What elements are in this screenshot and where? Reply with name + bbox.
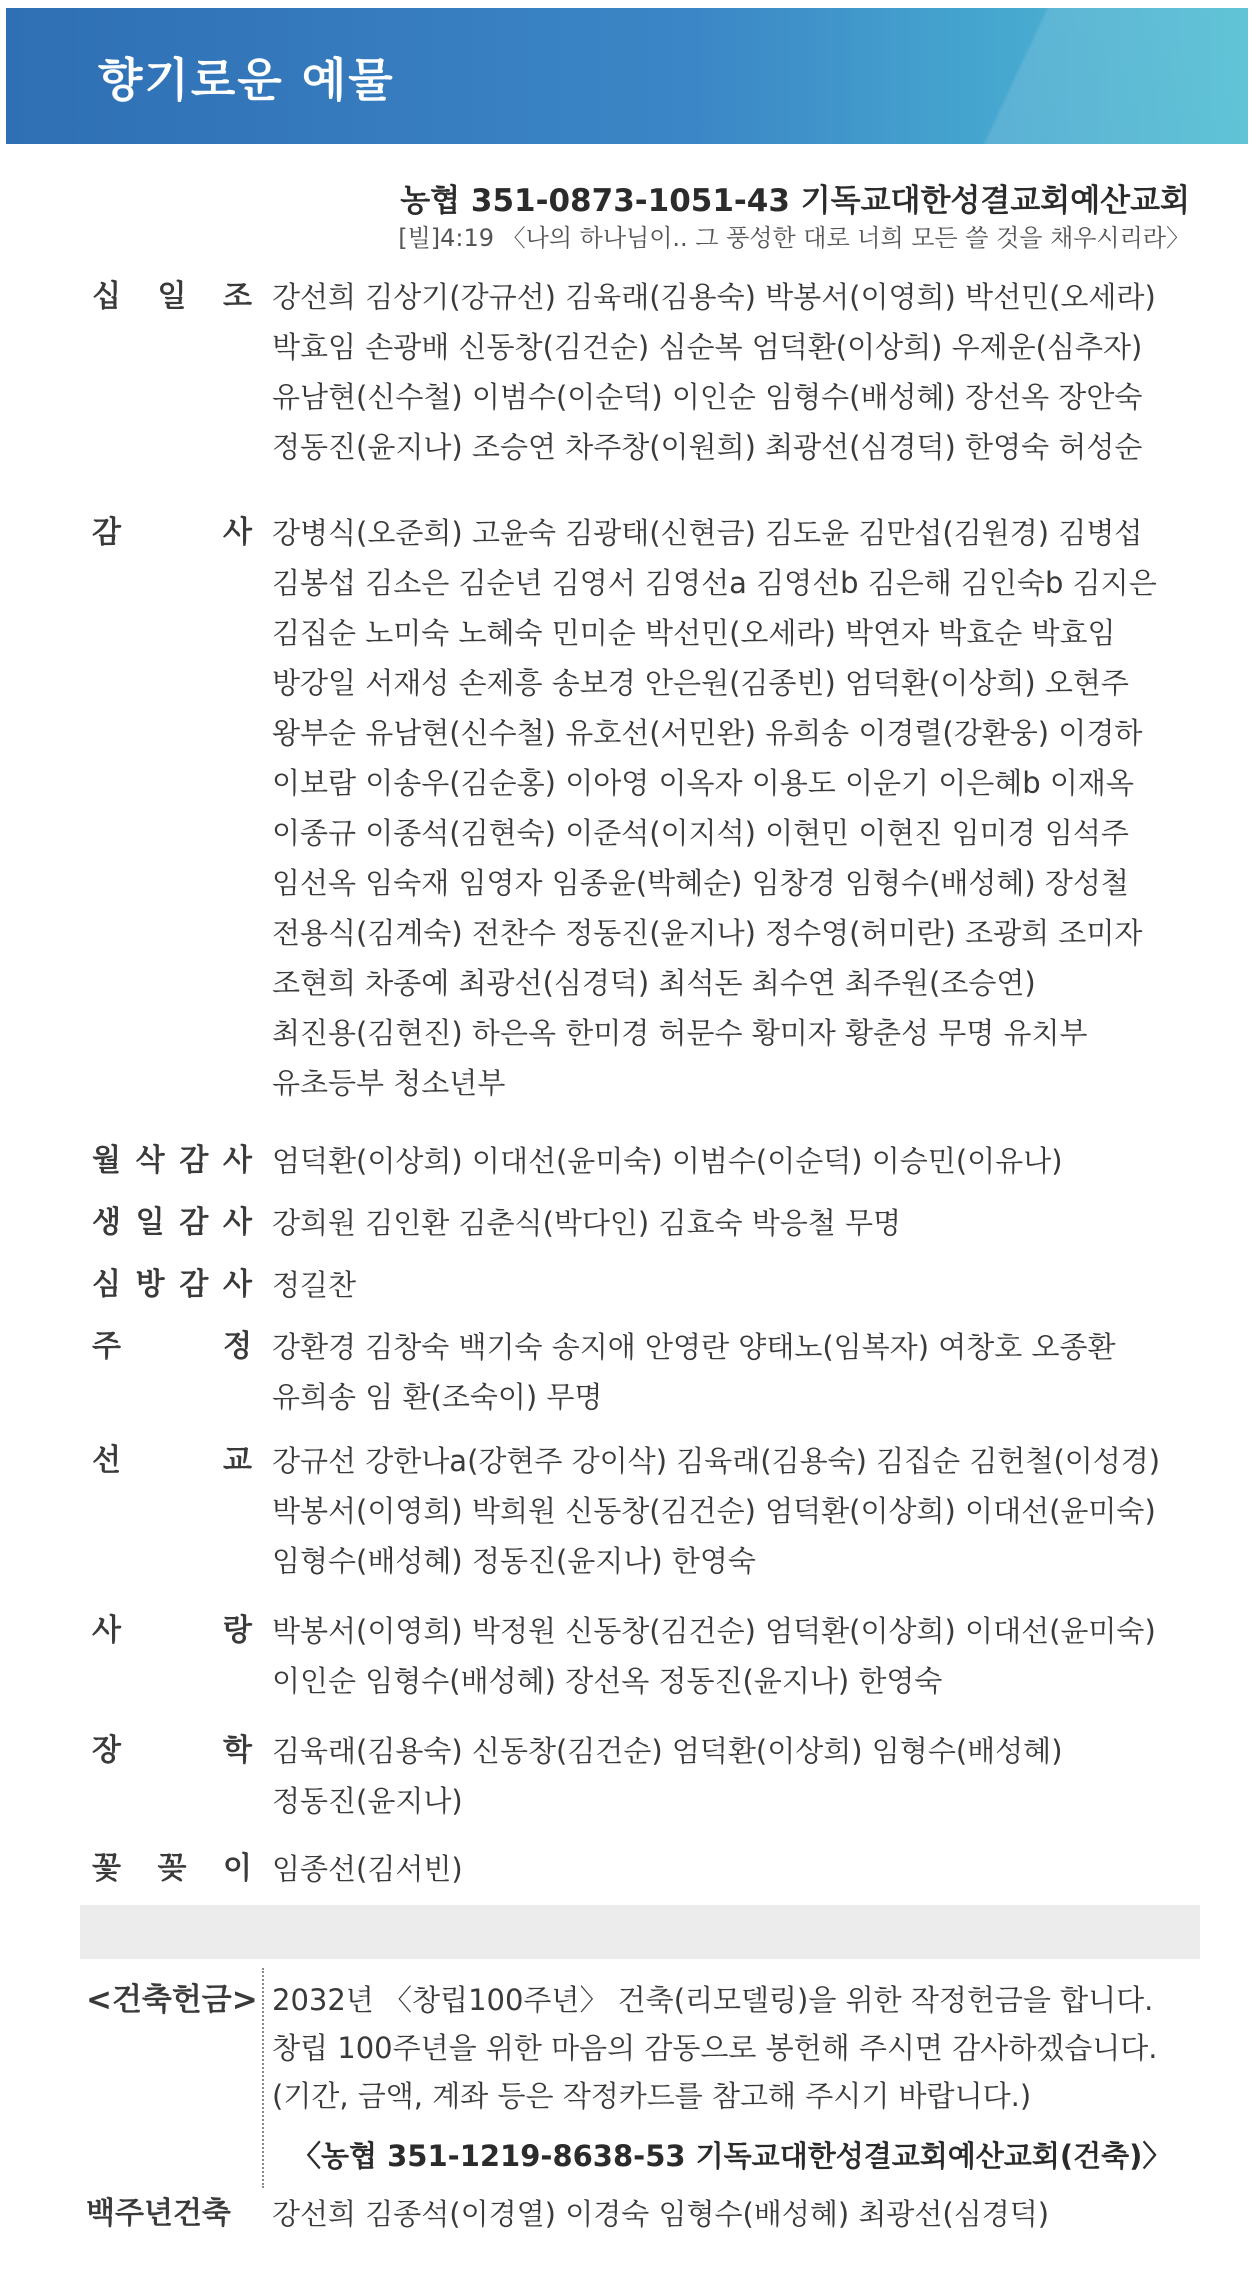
- offering-account: 농협 351-0873-1051-43 기독교대한성결교회예산교회: [400, 183, 1190, 219]
- building-fund-account: 〈농협 351-1219-8638-53 기독교대한성결교회예산교회(건축)〉: [292, 2139, 1172, 2173]
- section-names: 박봉서(이영희) 박정원 신동창(김건순) 엄덕환(이상희) 이대선(윤미숙) 이인순 임형수(배성혜) 장선옥 정동진(윤지나) 한영숙: [272, 1614, 1156, 1698]
- section-names: 김육래(김용숙) 신동창(김건순) 엄덕환(이상희) 임형수(배성혜) 정동진(윤지나): [272, 1734, 1063, 1818]
- section-label: 생 일 감 사: [92, 1205, 252, 1240]
- century-building-names: 강선희 김종석(이경열) 이경숙 임형수(배성혜) 최광선(심경덕): [272, 2197, 1050, 2231]
- section-names: 강병식(오준희) 고윤숙 김광태(신현금) 김도윤 김만섭(김원경) 김병섭 김봉섭 김소은 김순년 김영서 김영선a 김영선b 김은해 김인숙b 김지은 김집순 노미숙 노혜숙 민미순 박선민(오세라) 박연자 박효순 박효임 방강일 서재성 손제흥 송보경 안은원(김종빈) 엄덕환(이상희) 오현주 왕부순 유남현(신수철) 유호선(서민완) 유희송 이경렬(강환웅) 이경하 이보람 이송우(김순홍) 이아영 이옥자 이용도 이운기 이은혜b 이재옥 이종규 이종석(김현숙) 이준석(이지석) 이현민 이현진 임미경 임석주 임선옥 임숙재 임영자 임종윤(박혜순) 임창경 임형수(배성혜) 장성철 전용식(김계숙) 전찬수 정동진(윤지나) 정수영(허미란) 조광희 조미자 조현희 차종예 최광선(심경덕) 최석돈 최수연 최주원(조승연) 최진용(김현진) 하은옥 한미경 허문수 황미자 황춘성 무명 유치부 유초등부 청소년부: [272, 516, 1157, 1100]
- building-fund-line: 2032년 〈창립100주년〉 건축(리모델링)을 위한 작정헌금을 합니다.: [272, 1983, 1154, 2017]
- building-fund-line: (기간, 금액, 계좌 등은 작정카드를 참고해 주시기 바랍니다.): [272, 2079, 1032, 2113]
- section-label: 심 방 감 사: [92, 1267, 252, 1302]
- divider-band: [80, 1905, 1200, 1959]
- building-fund-label: <건축헌금>: [86, 1982, 258, 2018]
- century-building-label: 백주년건축: [86, 2196, 231, 2231]
- section-names: 엄덕환(이상희) 이대선(윤미숙) 이범수(이순덕) 이승민(이유나): [272, 1144, 1063, 1178]
- header-decoration: [868, 8, 1248, 144]
- section-label: 월 삭 감 사: [92, 1143, 252, 1178]
- section-label: 꽃 꽂 이: [92, 1851, 252, 1886]
- section-names: 강환경 김창숙 백기숙 송지애 안영란 양태노(임복자) 여창호 오종환 유희송 임 환(조숙이) 무명: [272, 1330, 1116, 1414]
- dotted-divider: [262, 1968, 264, 2188]
- building-fund-line: 창립 100주년을 위한 마음의 감동으로 봉헌해 주시면 감사하겠습니다.: [272, 2031, 1158, 2065]
- section-label: 선 교: [92, 1443, 252, 1478]
- section-label: 사 랑: [92, 1613, 252, 1648]
- building-fund-text: [272, 1976, 1212, 2120]
- section-names: 강선희 김상기(강규선) 김육래(김용숙) 박봉서(이영희) 박선민(오세라) 박효임 손광배 신동창(김건순) 심순복 엄덕환(이상희) 우제운(심추자) 유남현(신수철) 이범수(이순덕) 이인순 임형수(배성혜) 장선옥 장안숙 정동진(윤지나) 조승연 차주창(이원희) 최광선(심경덕) 한영숙 허성순: [272, 280, 1156, 464]
- header-banner: [6, 8, 1248, 144]
- page-title: 향기로운 예물: [98, 53, 395, 107]
- section-label: 주 정: [92, 1329, 252, 1364]
- section-names: 정길찬: [272, 1268, 357, 1302]
- section-label: 장 학: [92, 1733, 252, 1768]
- section-label: 십 일 조: [92, 279, 252, 314]
- section-label: 감 사: [92, 515, 252, 550]
- scripture-verse: [빌]4:19 〈나의 하나님이.. 그 풍성한 대로 너희 모든 쓸 것을 채우시리라〉: [398, 224, 1190, 252]
- section-names: 임종선(김서빈): [272, 1852, 463, 1886]
- section-names: 강규선 강한나a(강현주 강이삭) 김육래(김용숙) 김집순 김헌철(이성경) 박봉서(이영희) 박희원 신동창(김건순) 엄덕환(이상희) 이대선(윤미숙) 임형수(배성혜) 정동진(윤지나) 한영숙: [272, 1444, 1161, 1578]
- section-names: 강희원 김인환 김춘식(박다인) 김효숙 박응철 무명: [272, 1206, 901, 1240]
